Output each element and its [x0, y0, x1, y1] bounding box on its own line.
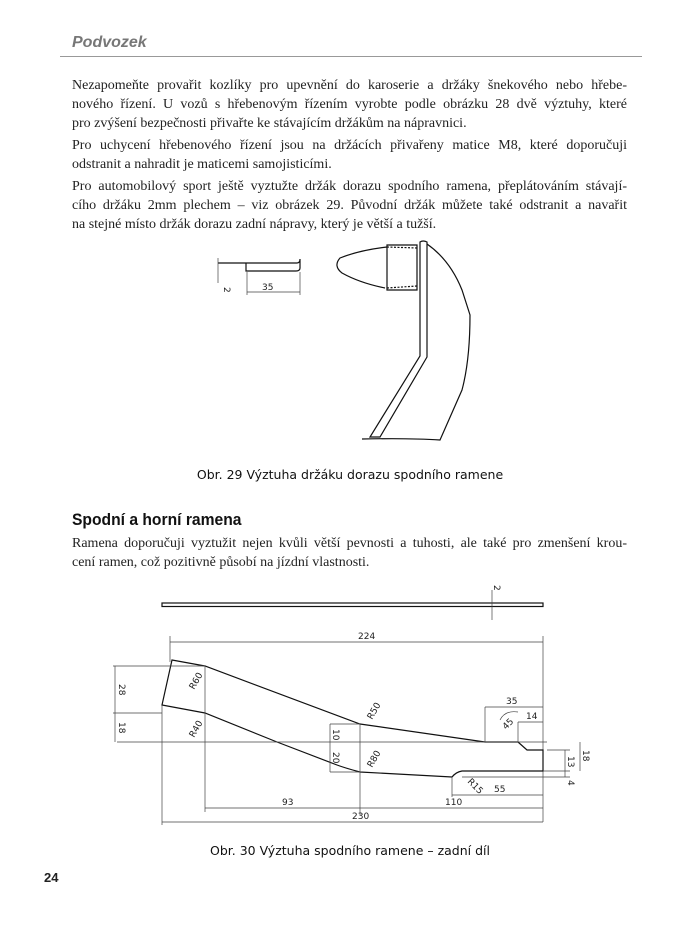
fig30-dim-13: 13 — [565, 756, 575, 768]
fig30-dim-10: 10 — [330, 729, 340, 741]
running-header: Podvozek — [72, 34, 147, 51]
fig30-dim-thickness: 2 — [491, 585, 501, 591]
fig30-dim-224: 224 — [358, 632, 376, 642]
fig30-dim-4: 4 — [565, 780, 575, 786]
fig30-dim-20: 20 — [330, 752, 340, 764]
fig30-angle-45: 45 — [501, 716, 517, 733]
text-line: odstranit a nahradit je maticemi samojisticími. — [72, 157, 332, 172]
text-line: pro zvýšení bezpečnosti přivařte ke stávajícím držákům na nápravnici. — [72, 116, 467, 131]
fig30-dim-110: 110 — [445, 798, 463, 808]
fig30-r40: R40 — [187, 719, 206, 740]
fig29-dim-thickness: 2 — [221, 287, 231, 293]
fig30-r80: R80 — [365, 749, 384, 770]
page-number: 24 — [44, 870, 59, 885]
text-line: Pro automobilový sport ještě vyztužte držák dorazu spodního ramena, přeplátováním stávají- — [72, 179, 627, 194]
section-heading: Spodní a horní ramena — [72, 510, 242, 529]
figure-30-caption: Obr. 30 Výztuha spodního ramene – zadní díl — [210, 843, 490, 858]
fig29-dim-length: 35 — [262, 283, 274, 293]
text-line: cího držáku 2mm plechem – viz obrázek 29. Původní držák můžete také odstranit a navařit — [72, 198, 627, 213]
fig30-r15: R15 — [464, 777, 485, 797]
text-line: Nezapomeňte provařit kozlíky pro upevnění do karoserie a držáky šnekového nebo hřebe- — [72, 78, 627, 93]
fig30-dim-35: 35 — [506, 697, 518, 707]
figure-29-caption: Obr. 29 Výztuha držáku dorazu spodního ramene — [196, 467, 504, 482]
fig30-dim-230: 230 — [352, 812, 370, 822]
text-line: na stejné místo držák dorazu zadní nápravy, který je větší a tužší. — [72, 217, 437, 232]
fig30-dim-18: 18 — [116, 722, 126, 734]
fig30-r50: R50 — [365, 701, 384, 722]
text-line: Pro uchycení hřebenového řízení jsou na držácích přivařeny matice M8, které doporučuji — [72, 138, 627, 153]
fig30-r60: R60 — [187, 671, 206, 692]
fig30-dim-14: 14 — [526, 712, 538, 722]
text-line: Ramena doporučuji vyztužit nejen kvůli větší pevnosti a tuhosti, ale také pro zmenšení krou- — [72, 536, 627, 551]
fig30-dim-55: 55 — [494, 785, 506, 795]
text-line: cení ramen, což pozitivně působí na jízdní vlastnosti. — [72, 555, 370, 570]
fig30-dim-28: 28 — [116, 684, 126, 696]
fig30-dim-right-18: 18 — [580, 750, 590, 762]
text-line: nového řízení. U vozů s hřebenovým řízením vyrobte podle obrázku 28 dvě výztuhy, které — [72, 97, 627, 112]
fig30-dim-93: 93 — [282, 798, 294, 808]
